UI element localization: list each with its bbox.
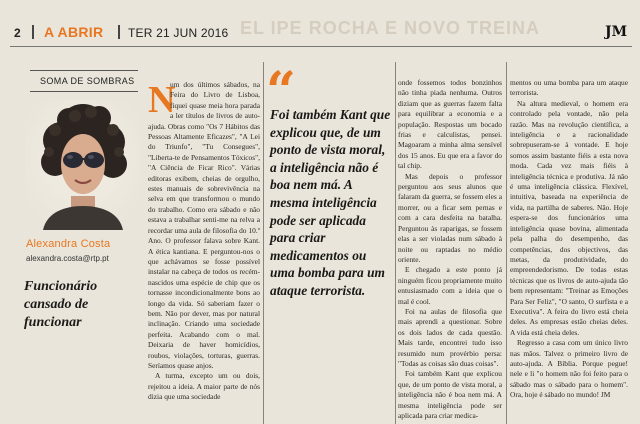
column-section-label: SOMA DE SOMBRAS bbox=[40, 76, 135, 86]
author-portrait bbox=[25, 100, 140, 230]
paragraph: onde fossemos todos bonzinhos não tinha piada nenhuma. Outros diziam que as guerras fazem falta para equilibrar a economia e a população. Respostas um bocado frias e calculistas, pensei. Magoaram a minha alma sensível dos 15 anos. Eu que era a favor do tal chip. bbox=[398, 78, 502, 171]
column-divider bbox=[263, 62, 264, 424]
paragraph: Foi também Kant que explicou que, de um ponto de vista moral, a inteligência não é boa nem má. A mesma inteligência pode ser aplicada para criar medica- bbox=[398, 369, 502, 420]
page-number: 2 bbox=[14, 26, 21, 40]
issue-date: TER 21 JUN 2016 bbox=[128, 26, 229, 40]
paragraph: A turma, excepto um ou dois, rejeitou a ideia. A maior parte de nós dizia que uma sociedade bbox=[148, 371, 260, 402]
page-header bbox=[0, 0, 640, 46]
article-title: Funcionário cansado de funcionar bbox=[24, 279, 98, 330]
body-column-3 bbox=[398, 78, 502, 424]
header-divider bbox=[32, 25, 34, 39]
body-column-1 bbox=[148, 80, 260, 424]
author-email[interactable]: alexandra.costa@rtp.pt bbox=[26, 254, 109, 263]
author-name: Alexandra Costa bbox=[26, 238, 111, 250]
paragraph: Regresso a casa com um único livro nas mãos. Talvez o primeiro livro de auto-ajuda. A Bíblia. Porque pegue! nele e li "o homem não foi feito para o sábado mas o sábado para o homem". Ora, hoje é sábado no mundo! JM bbox=[510, 338, 628, 400]
paragraph: mentos ou uma bomba para um ataque terrorista. bbox=[510, 78, 628, 98]
background-headline: EL IPE ROCHA E NOVO TREINA bbox=[240, 18, 541, 38]
paragraph bbox=[148, 80, 260, 371]
paragraph: Na altura medieval, o homem era controlado pela vontade, não pela razão. Mas na revolução científica, a inteligência e a racionalidade sobrepuseram-se à vontade. E hoje somos assim bastante fiéis a esta nova moda. Cada vez mais fiéis à inteligência técnica e produtiva. Já não é uma inteligência clássica. Flexível, intuitiva, baseada na experiência de vida, na partilha de saberes. Não. Hoje espera-se dos funcionários uma inteligência quase bovina, alimentada pela palha do desempenho, das competências, dos objectivos, das metas, da produtividade, do empreendedorismo. De todas estas técnicas que os livros de auto-ajuda tão bem representam: "Treinar as Emoções Para Ser Feliz", "O santo, O surfista e a Executiva". A feira do livro está cheia deles. As empresas estão cheias deles. A vida está cheia deles. bbox=[510, 98, 628, 337]
column-divider bbox=[506, 62, 507, 424]
paragraph-text: um dos últimos sábados, na Feira do Livro de Lisboa, fiquei quase meia hora parada a ler títulos de livros de auto-ajuda. Obras como "Os 7 Hábitos das Pessoas Altamente Eficazes", "A Lei do Triunfo", "Tu Consegues", "Liberta-te de Pensamentos Tóxicos", "A Ciência de Ficar Rico". Várias editoras exibem, cheias de orgulho, estes manuais de sobrevivência na selva em que transformou o mundo do trabalho. Como era sábado e não estava a trabalhar senti-me na relva a recordar uma aula de filosofia do 10.º Ano. O professor falava sobre Kant. A ética kantiana. E perguntou-nos o que achávamos se fosse possível instalar na cabeça de todos os recém-nascidos uma espécie de chip que os tornasse incondicionalmente bons ao longo da vida. Só saberiam fazer o bem. Não por dever, mas por natural inclinação. Criando uma sociedade perfeita. Acabando com o mal. Deixaria de haver homicídios, roubos, violações, torturas, guerras. Seríamos quase anjos. bbox=[148, 80, 260, 370]
column-divider bbox=[395, 62, 396, 424]
pull-quote: Foi também Kant que explicou que, de um ponto de vista moral, a inteligência não é boa nem má. A mesma inteligência pode ser aplicada para criar medicamentos ou uma bomba para um ataque terrorista. bbox=[270, 107, 391, 298]
quote-mark: “ bbox=[266, 61, 296, 122]
section-name: A ABRIR bbox=[44, 24, 104, 40]
drop-cap: N bbox=[148, 79, 176, 121]
paragraph: Mas depois o professor perguntou aos seus alunos que falaram da guerra, se fossem eles a morrer, ou a ficar sem pernas e com a cara desfeita na batalha. Perguntou às raparigas, se fossem elas a ser violadas num sábado à noite ou raptadas no médio oriente. bbox=[398, 171, 502, 264]
section-label-rule bbox=[30, 91, 138, 92]
paragraph: E chegado a este ponto já ninguém ficou propriamente muito entusiasmado com a ideia que o mal é cool. bbox=[398, 265, 502, 306]
header-rule bbox=[10, 46, 632, 47]
paragraph: Foi na aulas de filosofia que mais aprendi a questionar. Sobre os dois lados de cada questão. Mais tarde, encontrei tudo isso resumido num provérbio persa: "Todas as coisas são duas coisas". bbox=[398, 306, 502, 368]
body-column-4 bbox=[510, 78, 628, 424]
newspaper-logo: JM bbox=[605, 24, 628, 40]
header-divider bbox=[118, 25, 120, 39]
drop-cap-spacer bbox=[148, 79, 176, 121]
section-label-rule bbox=[30, 70, 138, 71]
